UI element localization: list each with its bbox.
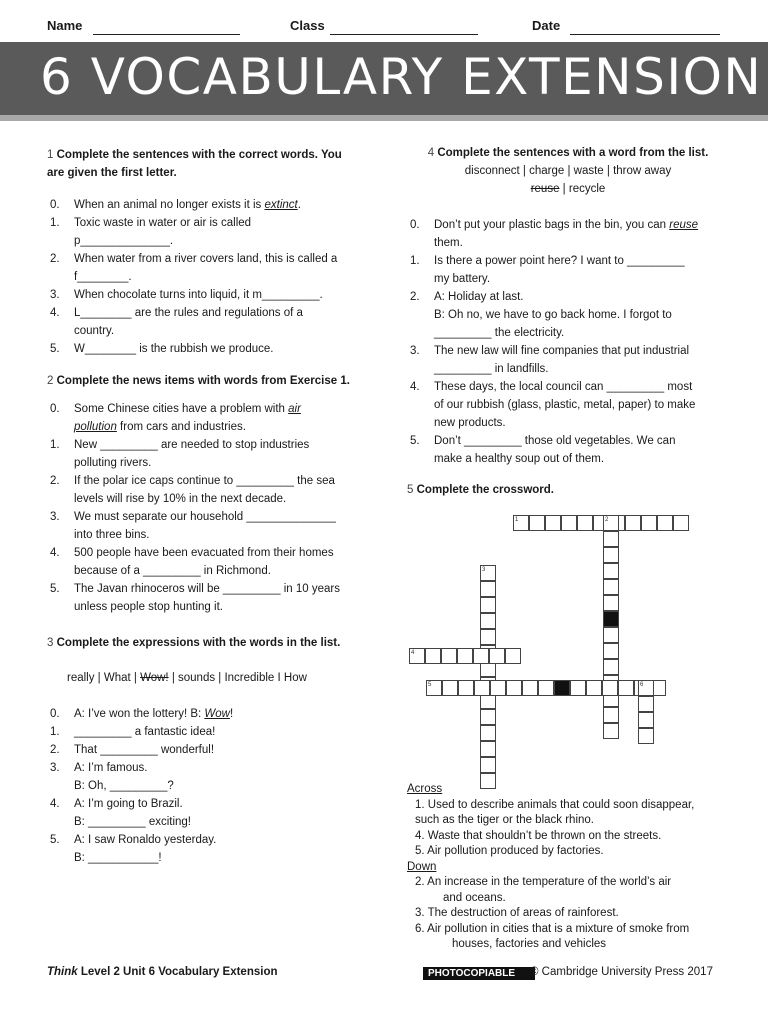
- crossword-cell[interactable]: [625, 515, 641, 531]
- exercise-1-item-0: 0. When an animal no longer exists it is extinct.: [50, 199, 301, 211]
- exercise-3-item-1[interactable]: 1. _________ a fantastic idea!: [50, 726, 216, 738]
- exercise-3-word-list: really | What | Wow! | sounds | Incredible I How: [67, 672, 307, 684]
- crossword-cell[interactable]: [522, 680, 538, 696]
- down-clue-6-cont: houses, factories and vehicles: [452, 938, 607, 950]
- down-clue-6: 6. Air pollution in cities that is a mixture of smoke from: [415, 922, 690, 935]
- crossword-cell[interactable]: [513, 515, 529, 531]
- crossword-cell[interactable]: [426, 680, 442, 696]
- crossword-cell[interactable]: [603, 563, 619, 579]
- crossword-cell[interactable]: [602, 680, 618, 696]
- crossword-cell[interactable]: [618, 680, 634, 696]
- exercise-2-item-4[interactable]: 4. 500 people have been evacuated from their homes because of a _________ in Richmond.: [50, 547, 334, 577]
- crossword-cell[interactable]: [638, 728, 654, 744]
- crossword-cell[interactable]: [603, 547, 619, 563]
- exercise-2-instruction: 2 Complete the news items with words from Exercise 1.: [47, 375, 350, 387]
- across-clue-1: 1. Used to describe animals that could soon disappear,: [415, 798, 695, 811]
- crossword-cell[interactable]: [603, 579, 619, 595]
- left-column: [47, 146, 365, 867]
- crossword-cell[interactable]: [480, 741, 496, 757]
- exercise-1-item-4[interactable]: 4. L________ are the rules and regulations of a country.: [50, 307, 303, 337]
- crossword-cell[interactable]: [480, 565, 496, 581]
- crossword-cell[interactable]: [673, 515, 689, 531]
- crossword-cell[interactable]: [603, 515, 619, 531]
- exercise-1-instruction: 1 Complete the sentences with the correct words. You are given the first letter.: [47, 149, 342, 179]
- exercise-4-item-3[interactable]: 3. The new law will fine companies that put industrial _________ in landfills.: [410, 345, 690, 375]
- example-answer: extinct: [264, 199, 298, 211]
- crossword-cell[interactable]: [490, 680, 506, 696]
- exercise-4-item-0: 0. Don’t put your plastic bags in the bin, you can reuse them.: [410, 219, 699, 249]
- date-field[interactable]: [570, 34, 720, 35]
- crossword-cell[interactable]: [480, 613, 496, 629]
- crossword-cell[interactable]: [577, 515, 593, 531]
- exercise-4-instruction: 4 Complete the sentences with a word from the list.: [427, 147, 709, 159]
- exercise-3-instruction: 3 Complete the expressions with the words in the list.: [47, 637, 341, 649]
- crossword-cell[interactable]: [480, 757, 496, 773]
- exercise-4-item-4[interactable]: 4. These days, the local council can _________ most of our rubbish (glass, plastic, metal, paper) to make new products.: [410, 381, 696, 429]
- exercise-4-item-5[interactable]: 5. Don’t _________ those old vegetables. We can make a healthy soup out of them.: [410, 435, 676, 465]
- crossword-cell[interactable]: [409, 648, 425, 664]
- crossword-cell[interactable]: [480, 725, 496, 741]
- class-label: Class: [290, 18, 325, 33]
- crossword-cell[interactable]: [561, 515, 577, 531]
- crossword-cell[interactable]: [506, 680, 522, 696]
- crossword-block: [603, 611, 619, 627]
- crossword-cell[interactable]: [603, 723, 619, 739]
- crossword-clue-number: 2: [605, 517, 609, 523]
- exercise-1-item-2[interactable]: 2. When water from a river covers land, this is called a f________.: [50, 253, 338, 283]
- crossword-cell[interactable]: [457, 648, 473, 664]
- crossword-cell[interactable]: [603, 531, 619, 547]
- exercise-2-item-2[interactable]: 2. If the polar ice caps continue to _________ the sea levels will rise by 10% in the next decade.: [50, 475, 335, 505]
- crossword-cell[interactable]: [458, 680, 474, 696]
- crossword-clue-number: 4: [411, 650, 415, 656]
- exercise-4-item-2[interactable]: 2. A: Holiday at last. B: Oh no, we have to go back home. I forgot to _________ the electricity.: [410, 291, 672, 339]
- title-banner: [0, 42, 768, 121]
- exercise-2-item-3[interactable]: 3. We must separate our household ______________ into three bins.: [50, 511, 336, 541]
- crossword-cell[interactable]: [641, 515, 657, 531]
- crossword-cell[interactable]: [538, 680, 554, 696]
- class-field[interactable]: [330, 34, 478, 35]
- exercise-1-item-1[interactable]: 1. Toxic waste in water or air is called p______________.: [50, 217, 252, 247]
- exercise-3-item-4[interactable]: 4. A: I’m going to Brazil. B: _________ exciting!: [50, 798, 192, 828]
- crossword-cell[interactable]: [480, 581, 496, 597]
- crossword-cell[interactable]: [480, 597, 496, 613]
- crossword-cell[interactable]: [603, 627, 619, 643]
- crossword-cell[interactable]: [638, 696, 654, 712]
- exercise-4-item-1[interactable]: 1. Is there a power point here? I want to _________ my battery.: [410, 255, 685, 285]
- crossword-cell[interactable]: [586, 680, 602, 696]
- crossword-cell[interactable]: [545, 515, 561, 531]
- crossword-cell[interactable]: [603, 659, 619, 675]
- photocopiable-badge: PHOTOCOPIABLE: [423, 967, 535, 980]
- down-clue-2-cont: and oceans.: [443, 891, 506, 904]
- exercise-3-item-2[interactable]: 2. That _________ wonderful!: [50, 744, 215, 756]
- crossword-cell[interactable]: [480, 629, 496, 645]
- crossword-clue-number: 5: [428, 682, 432, 688]
- crossword-block: [554, 680, 570, 696]
- exercise-3-item-5[interactable]: 5. A: I saw Ronaldo yesterday. B: ___________!: [50, 834, 217, 864]
- copyright-notice: © Cambridge University Press 2017: [530, 966, 713, 978]
- crossword-cell[interactable]: [441, 648, 457, 664]
- date-label: Date: [532, 18, 561, 33]
- crossword-cell[interactable]: [480, 709, 496, 725]
- exercise-1-item-5[interactable]: 5. W________ is the rubbish we produce.: [50, 343, 274, 355]
- name-field[interactable]: [93, 34, 240, 35]
- crossword-cell[interactable]: [638, 680, 654, 696]
- crossword-cell[interactable]: [474, 680, 490, 696]
- crossword-clue-number: 3: [482, 567, 486, 573]
- across-clue-5: 5. Air pollution produced by factories.: [415, 845, 604, 857]
- exercise-2-item-0: 0. Some Chinese cities have a problem with air pollution from cars and industries.: [50, 403, 301, 433]
- exercise-3: [47, 634, 365, 867]
- crossword-cell[interactable]: [442, 680, 458, 696]
- exercise-1: [47, 146, 365, 358]
- exercise-1-item-3[interactable]: 3. When chocolate turns into liquid, it m_________.: [50, 289, 323, 301]
- exercise-5-instruction: 5 Complete the crossword.: [407, 484, 554, 496]
- footer-book-info: Think Level 2 Unit 6 Vocabulary Extension: [47, 966, 278, 978]
- down-clue-2: 2. An increase in the temperature of the world’s air: [415, 876, 672, 888]
- crossword-cell[interactable]: [603, 595, 619, 611]
- down-heading: Down: [407, 860, 437, 873]
- exercise-4-word-list: disconnect | charge | waste | throw away reuse | recycle: [464, 165, 672, 195]
- crossword-cell[interactable]: [638, 712, 654, 728]
- crossword-cell[interactable]: [505, 648, 521, 664]
- crossword-cell[interactable]: [603, 643, 619, 659]
- crossword-cell[interactable]: [529, 515, 545, 531]
- exercise-2-item-5[interactable]: 5. The Javan rhinoceros will be _________ in 10 years unless people stop hunting it.: [50, 583, 340, 613]
- crossword-cell[interactable]: [489, 648, 505, 664]
- crossword-cell[interactable]: [603, 707, 619, 723]
- name-label: Name: [47, 18, 83, 33]
- crossword-cell[interactable]: [473, 648, 489, 664]
- across-clue-1-cont: such as the tiger or the black rhino.: [415, 814, 594, 826]
- across-clue-4: 4. Waste that shouldn’t be thrown on the streets.: [415, 829, 662, 842]
- page-title: 6 VOCABULARY EXTENSION: [40, 48, 763, 106]
- crossword-cell[interactable]: [570, 680, 586, 696]
- crossword-cell[interactable]: [425, 648, 441, 664]
- exercise-2-item-1[interactable]: 1. New _________ are needed to stop industries polluting rivers.: [50, 439, 310, 469]
- crossword-clue-number: 1: [515, 517, 519, 523]
- down-clue-3: 3. The destruction of areas of rainforest.: [415, 907, 619, 919]
- crossword-clues: [407, 782, 737, 953]
- across-heading: Across: [407, 783, 443, 795]
- crossword-cell[interactable]: [657, 515, 673, 531]
- exercise-3-item-0: 0. A: I’ve won the lottery! B: Wow!: [50, 708, 234, 720]
- exercise-2: [47, 372, 365, 616]
- exercise-3-item-3[interactable]: 3. A: I’m famous. B: Oh, _________?: [50, 762, 174, 792]
- exercise-4: [407, 144, 729, 468]
- crossword-clue-number: 6: [640, 682, 644, 688]
- right-column: [407, 144, 729, 499]
